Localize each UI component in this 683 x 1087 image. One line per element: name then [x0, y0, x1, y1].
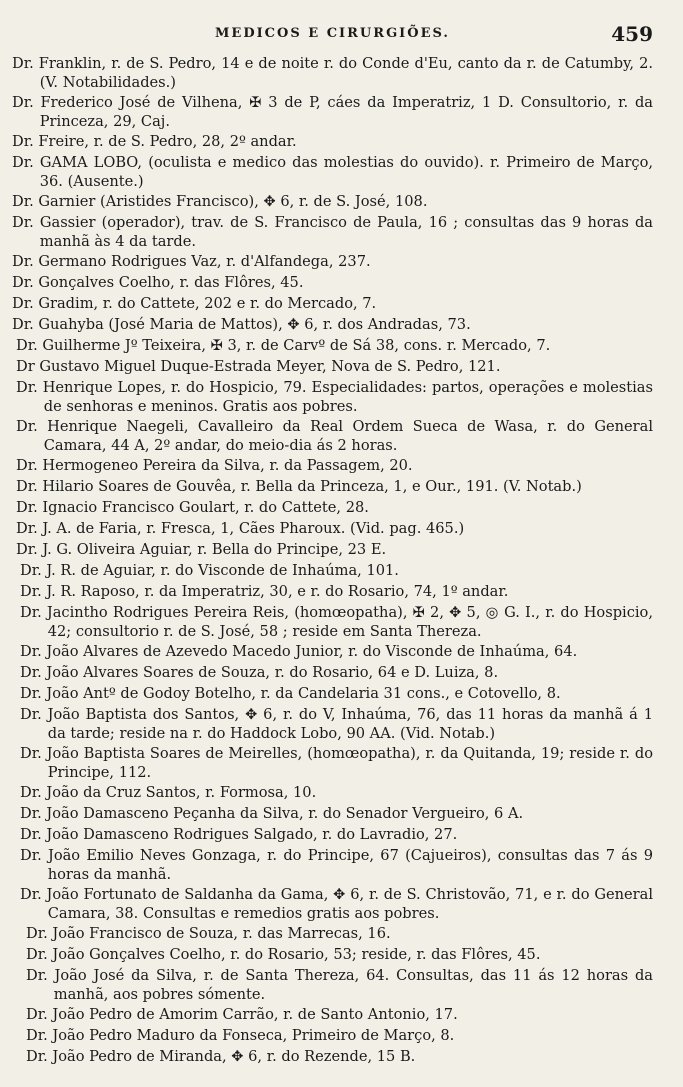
entry: Dr. João Damasceno Peçanha da Silva, r. do Senador Vergueiro, 6 A. [20, 805, 524, 822]
entry: Dr. Frederico José de Vilhena, ✠ 3 de P, cáes da Imperatriz, 1 D. Consultorio, r. da Princeza, 29, Caj. [12, 94, 653, 130]
entry: Dr. João Gonçalves Coelho, r. do Rosario, 53; reside, r. das Flôres, 45. [26, 946, 541, 963]
entry: Dr. João Damasceno Rodrigues Salgado, r. do Lavradio, 27. [20, 826, 458, 843]
entry: Dr. João Baptista dos Santos, ✥ 6, r. do V, Inhaúma, 76, das 11 horas da manhã á 1 da tarde; reside na r. do Haddock Lobo, 90 AA. (Vid. Notab.) [20, 706, 653, 742]
entry: Dr. João da Cruz Santos, r. Formosa, 10. [20, 784, 317, 801]
entry: Dr. João Baptista Soares de Meirelles, (homœopatha), r. da Quitanda, 19; reside r. do Principe, 112. [20, 745, 653, 781]
running-title: MEDICOS E CIRURGIÕES. [215, 26, 450, 41]
entry: Dr. João Pedro de Miranda, ✥ 6, r. do Rezende, 15 B. [26, 1048, 416, 1065]
entry: Dr. João Pedro de Amorim Carrão, r. de Santo Antonio, 17. [26, 1006, 458, 1023]
entry: Dr. João José da Silva, r. de Santa Thereza, 64. Consultas, das 11 ás 12 horas da manhã, aos pobres sómente. [26, 967, 653, 1003]
entry: Dr. J. R. de Aguiar, r. do Visconde de Inhaúma, 101. [20, 562, 399, 579]
entry: Dr. João Emilio Neves Gonzaga, r. do Principe, 67 (Cajueiros), consultas das 7 ás 9 horas da manhã. [20, 847, 653, 883]
entry: Dr. João Francisco de Souza, r. das Marrecas, 16. [26, 925, 391, 942]
page-header [12, 22, 653, 48]
entry: Dr. Gonçalves Coelho, r. das Flôres, 45. [12, 274, 304, 291]
entry: Dr. J. A. de Faria, r. Fresca, 1, Cães Pharoux. (Vid. pag. 465.) [16, 520, 465, 537]
entry: Dr. J. G. Oliveira Aguiar, r. Bella do Principe, 23 E. [16, 541, 387, 558]
entry: Dr. Jacintho Rodrigues Pereira Reis, (homœopatha), ✠ 2, ✥ 5, ◎ G. I., r. do Hospicio, 42; consultorio r. de S. José, 58 ; reside em Santa Thereza. [20, 604, 653, 640]
entry: Dr. Germano Rodrigues Vaz, r. d'Alfandega, 237. [12, 253, 371, 270]
entry: Dr. Franklin, r. de S. Pedro, 14 e de noite r. do Conde d'Eu, canto da r. de Catumby, 2. (V. Notabilidades.) [12, 55, 653, 91]
entry: Dr. Gradim, r. do Cattete, 202 e r. do Mercado, 7. [12, 295, 377, 312]
entry: Dr. J. R. Raposo, r. da Imperatriz, 30, e r. do Rosario, 74, 1º andar. [20, 583, 509, 600]
entry: Dr. Henrique Lopes, r. do Hospicio, 79. Especialidades: partos, operações e molestias de senhoras e meninos. Gratis aos pobres. [16, 379, 653, 415]
entry: Dr Gustavo Miguel Duque-Estrada Meyer, Nova de S. Pedro, 121. [16, 358, 501, 375]
entry: Dr. João Alvares de Azevedo Macedo Junior, r. do Visconde de Inhaúma, 64. [20, 643, 578, 660]
entry: Dr. João Fortunato de Saldanha da Gama, ✥ 6, r. de S. Christovão, 71, e r. do General Camara, 38. Consultas e remedios gratis aos pobres. [20, 886, 653, 922]
entry: Dr. GAMA LOBO, (oculista e medico das molestias do ouvido). r. Primeiro de Março, 36. (Ausente.) [12, 154, 653, 190]
entry: Dr. Guahyba (José Maria de Mattos), ✥ 6, r. dos Andradas, 73. [12, 316, 471, 333]
entry: Dr. Hilario Soares de Gouvêa, r. Bella da Princeza, 1, e Our., 191. (V. Notab.) [16, 478, 582, 495]
entry: Dr. Guilherme Jº Teixeira, ✠ 3, r. de Carvº de Sá 38, cons. r. Mercado, 7. [16, 337, 551, 354]
entry: Dr. Freire, r. de S. Pedro, 28, 2º andar. [12, 133, 297, 150]
entry: Dr. João Pedro Maduro da Fonseca, Primeiro de Março, 8. [26, 1027, 455, 1044]
entry: Dr. Henrique Naegeli, Cavalleiro da Real Ordem Sueca de Wasa, r. do General Camara, 44 A, 2º andar, do meio-dia ás 2 horas. [16, 418, 653, 454]
entry-list [12, 54, 653, 1066]
entry: Dr. Ignacio Francisco Goulart, r. do Cattete, 28. [16, 499, 369, 516]
entry: Dr. Hermogeneo Pereira da Silva, r. da Passagem, 20. [16, 457, 413, 474]
entry: Dr. Garnier (Aristides Francisco), ✥ 6, r. de S. José, 108. [12, 193, 428, 210]
entry: Dr. João Alvares Soares de Souza, r. do Rosario, 64 e D. Luiza, 8. [20, 664, 499, 681]
entry: Dr. Gassier (operador), trav. de S. Francisco de Paula, 16 ; consultas das 9 horas da manhã às 4 da tarde. [12, 214, 653, 250]
page-number: 459 [611, 22, 653, 46]
entry: Dr. João Antº de Godoy Botelho, r. da Candelaria 31 cons., e Cotovello, 8. [20, 685, 561, 702]
